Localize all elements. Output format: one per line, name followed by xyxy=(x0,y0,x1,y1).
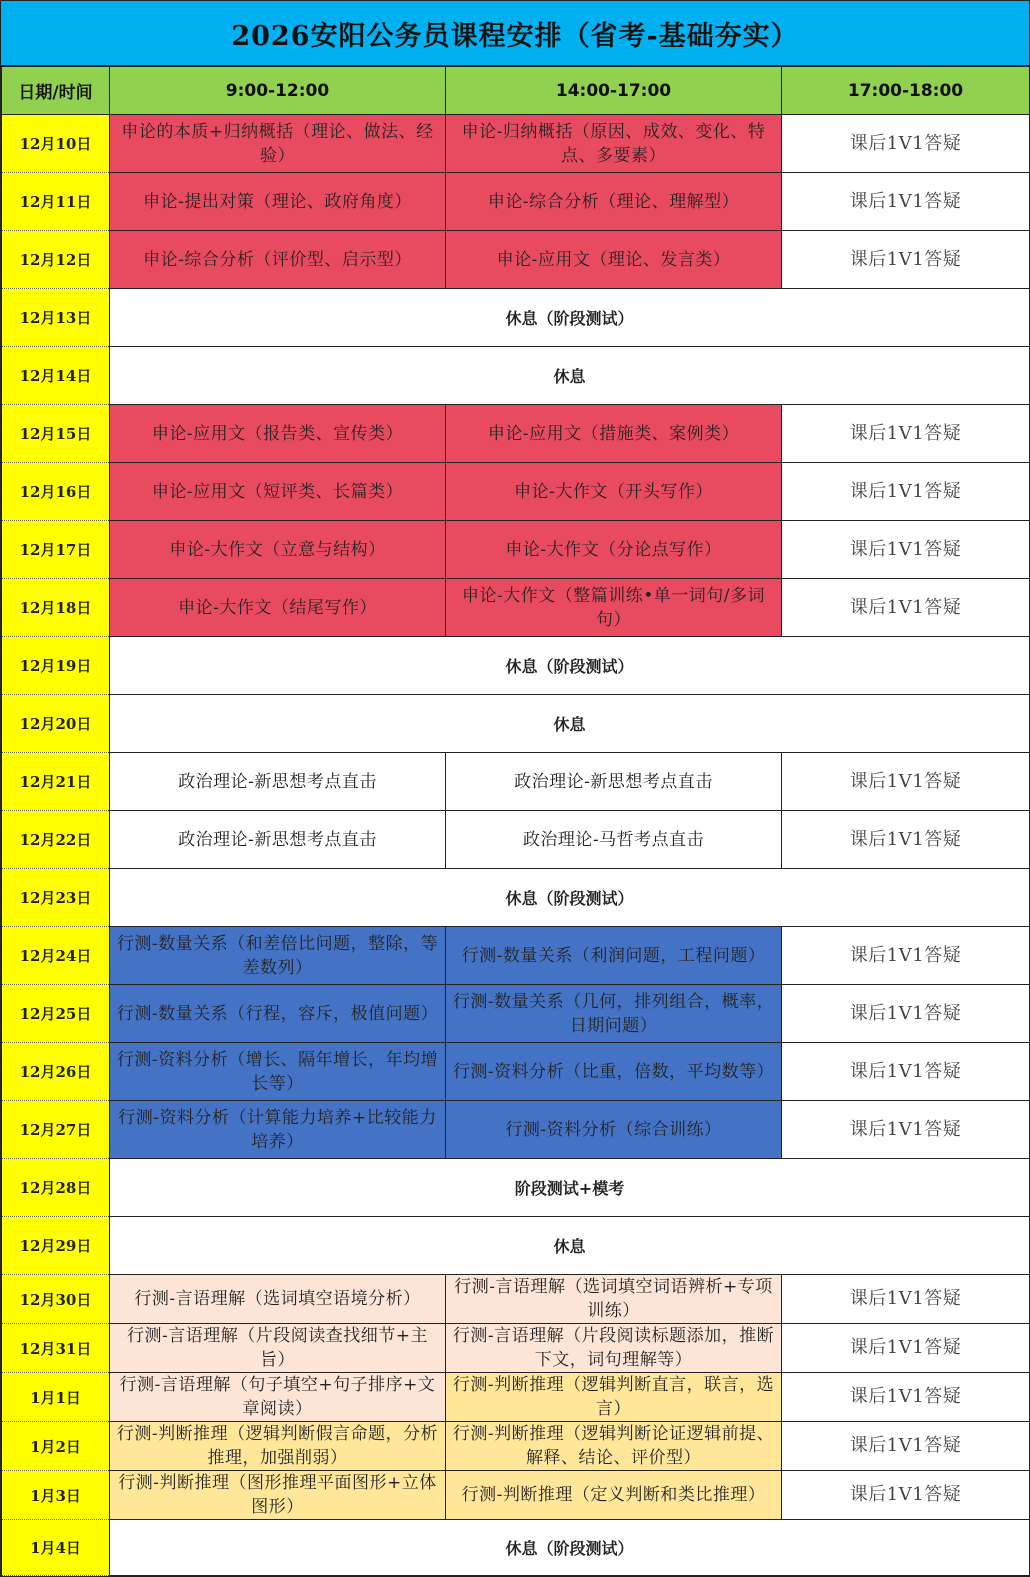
schedule-row xyxy=(2,753,1030,811)
evening-qa-cell: 课后1V1答疑 xyxy=(782,985,1030,1043)
schedule-row xyxy=(2,289,1030,347)
afternoon-session-cell: 行测-数量关系（利润问题，工程问题） xyxy=(446,927,782,985)
rest-cell: 休息（阶段测试） xyxy=(110,637,1030,695)
schedule-row xyxy=(2,1159,1030,1217)
schedule-row xyxy=(2,985,1030,1043)
afternoon-session-cell: 政治理论-新思想考点直击 xyxy=(446,753,782,811)
date-cell: 12月15日 xyxy=(2,405,110,463)
header-row xyxy=(2,67,1030,115)
date-cell: 12月14日 xyxy=(2,347,110,405)
evening-qa-cell: 课后1V1答疑 xyxy=(782,1275,1030,1324)
evening-qa-cell: 课后1V1答疑 xyxy=(782,1422,1030,1471)
afternoon-session-cell: 行测-言语理解（选词填空词语辨析+专项训练） xyxy=(446,1275,782,1324)
afternoon-session-cell: 申论-应用文（措施类、案例类） xyxy=(446,405,782,463)
rest-cell: 休息（阶段测试） xyxy=(110,1520,1030,1576)
header-afternoon: 14:00-17:00 xyxy=(446,67,782,115)
date-cell: 12月18日 xyxy=(2,579,110,637)
morning-session-cell: 申论-综合分析（评价型、启示型） xyxy=(110,231,446,289)
schedule-row xyxy=(2,1217,1030,1275)
evening-qa-cell: 课后1V1答疑 xyxy=(782,579,1030,637)
afternoon-session-cell: 申论-综合分析（理论、理解型） xyxy=(446,173,782,231)
date-cell: 12月11日 xyxy=(2,173,110,231)
afternoon-session-cell: 政治理论-马哲考点直击 xyxy=(446,811,782,869)
rest-cell: 阶段测试+模考 xyxy=(110,1159,1030,1217)
afternoon-session-cell: 申论-大作文（整篇训练•单一词句/多词句） xyxy=(446,579,782,637)
schedule-row xyxy=(2,1471,1030,1520)
date-cell: 12月29日 xyxy=(2,1217,110,1275)
evening-qa-cell: 课后1V1答疑 xyxy=(782,1373,1030,1422)
rest-cell: 休息 xyxy=(110,1217,1030,1275)
afternoon-session-cell: 行测-数量关系（几何，排列组合，概率，日期问题） xyxy=(446,985,782,1043)
date-cell: 12月23日 xyxy=(2,869,110,927)
morning-session-cell: 申论-应用文（报告类、宣传类） xyxy=(110,405,446,463)
schedule-row xyxy=(2,115,1030,173)
morning-session-cell: 政治理论-新思想考点直击 xyxy=(110,753,446,811)
date-cell: 1月3日 xyxy=(2,1471,110,1520)
afternoon-session-cell: 行测-资料分析（比重，倍数，平均数等） xyxy=(446,1043,782,1101)
date-cell: 1月2日 xyxy=(2,1422,110,1471)
date-cell: 12月25日 xyxy=(2,985,110,1043)
date-cell: 12月22日 xyxy=(2,811,110,869)
rest-cell: 休息 xyxy=(110,695,1030,753)
schedule-row xyxy=(2,1520,1030,1576)
schedule-row xyxy=(2,347,1030,405)
evening-qa-cell: 课后1V1答疑 xyxy=(782,1101,1030,1159)
date-cell: 12月12日 xyxy=(2,231,110,289)
schedule-row xyxy=(2,1324,1030,1373)
morning-session-cell: 行测-数量关系（行程，容斥，极值问题） xyxy=(110,985,446,1043)
evening-qa-cell: 课后1V1答疑 xyxy=(782,753,1030,811)
afternoon-session-cell: 行测-判断推理（逻辑判断论证逻辑前提、解释、结论、评价型） xyxy=(446,1422,782,1471)
morning-session-cell: 申论的本质+归纳概括（理论、做法、经验） xyxy=(110,115,446,173)
rest-cell: 休息 xyxy=(110,347,1030,405)
evening-qa-cell: 课后1V1答疑 xyxy=(782,927,1030,985)
afternoon-session-cell: 申论-大作文（分论点写作） xyxy=(446,521,782,579)
morning-session-cell: 行测-言语理解（句子填空+句子排序+文章阅读） xyxy=(110,1373,446,1422)
schedule-row xyxy=(2,521,1030,579)
date-cell: 12月13日 xyxy=(2,289,110,347)
morning-session-cell: 行测-数量关系（和差倍比问题，整除，等差数列） xyxy=(110,927,446,985)
date-cell: 12月28日 xyxy=(2,1159,110,1217)
morning-session-cell: 行测-资料分析（计算能力培养+比较能力培养） xyxy=(110,1101,446,1159)
morning-session-cell: 政治理论-新思想考点直击 xyxy=(110,811,446,869)
date-cell: 12月10日 xyxy=(2,115,110,173)
rest-cell: 休息（阶段测试） xyxy=(110,289,1030,347)
date-cell: 12月16日 xyxy=(2,463,110,521)
evening-qa-cell: 课后1V1答疑 xyxy=(782,231,1030,289)
date-cell: 12月19日 xyxy=(2,637,110,695)
evening-qa-cell: 课后1V1答疑 xyxy=(782,115,1030,173)
schedule-row xyxy=(2,1101,1030,1159)
schedule-table xyxy=(1,66,1030,1576)
afternoon-session-cell: 申论-大作文（开头写作） xyxy=(446,463,782,521)
schedule-row xyxy=(2,405,1030,463)
rest-cell: 休息（阶段测试） xyxy=(110,869,1030,927)
morning-session-cell: 行测-判断推理（图形推理平面图形+立体图形） xyxy=(110,1471,446,1520)
schedule-row xyxy=(2,173,1030,231)
date-cell: 1月4日 xyxy=(2,1520,110,1576)
date-cell: 12月26日 xyxy=(2,1043,110,1101)
schedule-row xyxy=(2,1373,1030,1422)
schedule-row xyxy=(2,463,1030,521)
evening-qa-cell: 课后1V1答疑 xyxy=(782,173,1030,231)
schedule-row xyxy=(2,579,1030,637)
schedule-row xyxy=(2,695,1030,753)
date-cell: 12月24日 xyxy=(2,927,110,985)
morning-session-cell: 申论-提出对策（理论、政府角度） xyxy=(110,173,446,231)
header-date-time: 日期/时间 xyxy=(2,67,110,115)
schedule-row xyxy=(2,637,1030,695)
morning-session-cell: 申论-应用文（短评类、长篇类） xyxy=(110,463,446,521)
afternoon-session-cell: 行测-判断推理（定义判断和类比推理） xyxy=(446,1471,782,1520)
date-cell: 12月20日 xyxy=(2,695,110,753)
schedule-row xyxy=(2,1422,1030,1471)
morning-session-cell: 申论-大作文（立意与结构） xyxy=(110,521,446,579)
schedule-row xyxy=(2,811,1030,869)
date-cell: 1月1日 xyxy=(2,1373,110,1422)
morning-session-cell: 申论-大作文（结尾写作） xyxy=(110,579,446,637)
afternoon-session-cell: 申论-归纳概括（原因、成效、变化、特点、多要素） xyxy=(446,115,782,173)
evening-qa-cell: 课后1V1答疑 xyxy=(782,463,1030,521)
morning-session-cell: 行测-言语理解（选词填空语境分析） xyxy=(110,1275,446,1324)
morning-session-cell: 行测-言语理解（片段阅读查找细节+主旨） xyxy=(110,1324,446,1373)
evening-qa-cell: 课后1V1答疑 xyxy=(782,1324,1030,1373)
date-cell: 12月31日 xyxy=(2,1324,110,1373)
schedule-row xyxy=(2,1043,1030,1101)
morning-session-cell: 行测-资料分析（增长、隔年增长，年均增长等） xyxy=(110,1043,446,1101)
date-cell: 12月21日 xyxy=(2,753,110,811)
evening-qa-cell: 课后1V1答疑 xyxy=(782,405,1030,463)
header-evening: 17:00-18:00 xyxy=(782,67,1030,115)
date-cell: 12月27日 xyxy=(2,1101,110,1159)
morning-session-cell: 行测-判断推理（逻辑判断假言命题，分析推理，加强削弱） xyxy=(110,1422,446,1471)
afternoon-session-cell: 行测-言语理解（片段阅读标题添加，推断下文，词句理解等） xyxy=(446,1324,782,1373)
schedule-row xyxy=(2,927,1030,985)
date-cell: 12月17日 xyxy=(2,521,110,579)
afternoon-session-cell: 行测-资料分析（综合训练） xyxy=(446,1101,782,1159)
evening-qa-cell: 课后1V1答疑 xyxy=(782,1043,1030,1101)
evening-qa-cell: 课后1V1答疑 xyxy=(782,521,1030,579)
date-cell: 12月30日 xyxy=(2,1275,110,1324)
schedule-row xyxy=(2,869,1030,927)
schedule-row xyxy=(2,1275,1030,1324)
schedule-title: 2026安阳公务员课程安排（省考-基础夯实） xyxy=(1,1,1029,66)
schedule-row xyxy=(2,231,1030,289)
afternoon-session-cell: 申论-应用文（理论、发言类） xyxy=(446,231,782,289)
afternoon-session-cell: 行测-判断推理（逻辑判断直言，联言，选言） xyxy=(446,1373,782,1422)
evening-qa-cell: 课后1V1答疑 xyxy=(782,1471,1030,1520)
header-morning: 9:00-12:00 xyxy=(110,67,446,115)
evening-qa-cell: 课后1V1答疑 xyxy=(782,811,1030,869)
